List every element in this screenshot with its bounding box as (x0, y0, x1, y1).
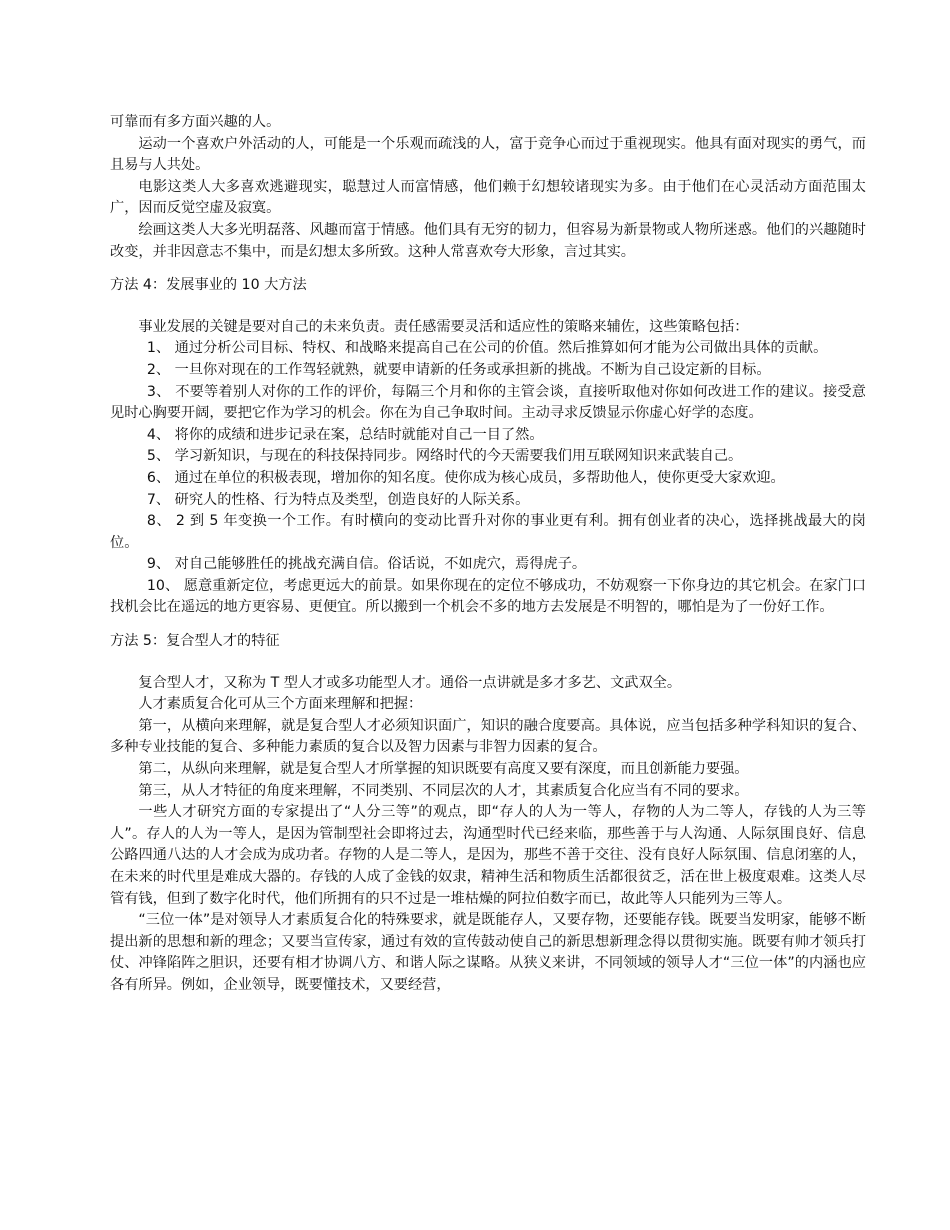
section4-item-10: 10、 愿意重新定位，考虑更远大的前景。如果你现在的定位不够成功，不妨观察一下你身边的其它机会。在家门口找机会比在遥远的地方更容易、更便宜。所以搬到一个机会不多的地方去发展是不明智的，哪怕是为了一份好工作。 (110, 577, 866, 616)
intro-paragraph-painting: 绘画这类人大多光明磊落、风趣而富于情感。他们具有无穷的韧力，但容易为新景物或人物所迷惑。他们的兴趣随时改变，并非因意志不集中，而是幻想太多所致。这种人常喜欢夸大形象，言过其实。 (110, 221, 866, 260)
document-page (110, 112, 866, 997)
section5-paragraph-third: 第三，从人才特征的角度来理解，不同类别、不同层次的人才，其素质复合化应当有不同的要求。 (138, 782, 749, 799)
section5-paragraph-aspects: 人才素质复合化可从三个方面来理解和把握： (138, 696, 423, 713)
section5-paragraph-three-classes: 一些人才研究方面的专家提出了“人分三等”的观点，即“存人的人为一等人，存物的人为二等人，存钱的人为三等人”。存人的人为一等人，是因为管制型社会即将过去，沟通型时代已经来临，那些善于与人沟通、人际氛围良好、信息公路四通八达的人才会成为成功者。存物的人是二等人，是因为，那些不善于交往、没有良好人际氛围、信息闭塞的人，在未来的时代里是难成大器的。存钱的人成了金钱的奴隶，精神生活和物质生活都很贫乏，活在世上极度艰难。这类人尽管有钱，但到了数字化时代，他们所拥有的只不过是一堆枯燥的阿拉伯数字而已，故此等人只能列为三等人。 (110, 804, 866, 907)
section4-item-4: 4、 将你的成绩和进步记录在案，总结时就能对自己一目了然。 (146, 426, 544, 443)
section4-item-2: 2、 一旦你对现在的工作驾轻就熟，就要申请新的任务或承担新的挑战。不断为自己设定新的目标。 (146, 361, 771, 378)
section4-item-7: 7、 研究人的性格、行为特点及类型，创造良好的人际关系。 (146, 491, 530, 508)
section4-item-8: 8、 2 到 5 年变换一个工作。有时横向的变动比晋升对你的事业更有利。拥有创业者的决心，选择挑战最大的岗位。 (110, 513, 866, 551)
section5-paragraph-first: 第一，从横向来理解，就是复合型人才必须知识面广，知识的融合度要高。具体说，应当包括多种学科知识的复合、多种专业技能的复合、多种能力素质的复合以及智力因素与非智力因素的复合。 (110, 717, 866, 756)
intro-paragraph-movies: 电影这类人大多喜欢逃避现实，聪慧过人而富情感，他们赖于幻想较诸现实为多。由于他们在心灵活动方面范围太广，因而反觉空虚及寂寞。 (110, 178, 866, 217)
intro-paragraph-sports: 运动一个喜欢户外活动的人，可能是一个乐观而疏浅的人，富于竞争心而过于重视现实。他具有面对现实的勇气，而且易与人共处。 (110, 135, 866, 174)
section4-item-9: 9、 对自己能够胜任的挑战充满自信。俗话说，不如虎穴，焉得虎子。 (146, 556, 587, 573)
section5-paragraph-definition: 复合型人才，又称为 T 型人才或多功能型人才。通俗一点讲就是多才多艺、文武双全。 (138, 674, 682, 691)
intro-carry-line: 可靠而有多方面兴趣的人。 (110, 114, 281, 130)
section4-item-5: 5、 学习新知识，与现在的科技保持同步。网络时代的今天需要我们用互联网知识来武装自己。 (146, 448, 743, 465)
section4-lead: 事业发展的关键是要对自己的未来负责。责任感需要灵活和适应性的策略来辅佐，这些策略包括： (138, 318, 749, 335)
section4-item-3: 3、 不要等着别人对你的工作的评价，每隔三个月和你的主管会谈，直接听取他对你如何改进工作的建议。接受意见时心胸要开阔，要把它作为学习的机会。你在为自己争取时间。主动寻求反馈显示你虚心好学的态度。 (110, 383, 866, 422)
section4-item-6: 6、 通过在单位的积极表现，增加你的知名度。使你成为核心成员，多帮助他人，使你更受大家欢迎。 (146, 469, 785, 486)
section5-paragraph-trinity: “三位一体”是对领导人才素质复合化的特殊要求，就是既能存人，又要存物，还要能存钱。既要当发明家，能够不断提出新的思想和新的理念；又要当宣传家，通过有效的宣传鼓动使自己的新思想新理念得以贯彻实施。既要有帅才领兵打仗、冲锋陷阵之胆识，还要有相才协调八方、和谐人际之谋略。从狭义来讲，不同领域的领导人才“三位一体”的内涵也应各有所异。例如，企业领导，既要懂技术，又要经营， (110, 912, 866, 993)
section5-paragraph-second: 第二，从纵向来理解，就是复合型人才所掌握的知识既要有高度又要有深度，而且创新能力要强。 (138, 761, 749, 778)
section4-heading: 方法 4：发展事业的 10 大方法 (110, 277, 307, 294)
section5-heading: 方法 5：复合型人才的特征 (110, 633, 280, 650)
section4-item-1: 1、 通过分析公司目标、特权、和战略来提高自己在公司的价值。然后推算如何才能为公司做出具体的贡献。 (146, 340, 828, 357)
